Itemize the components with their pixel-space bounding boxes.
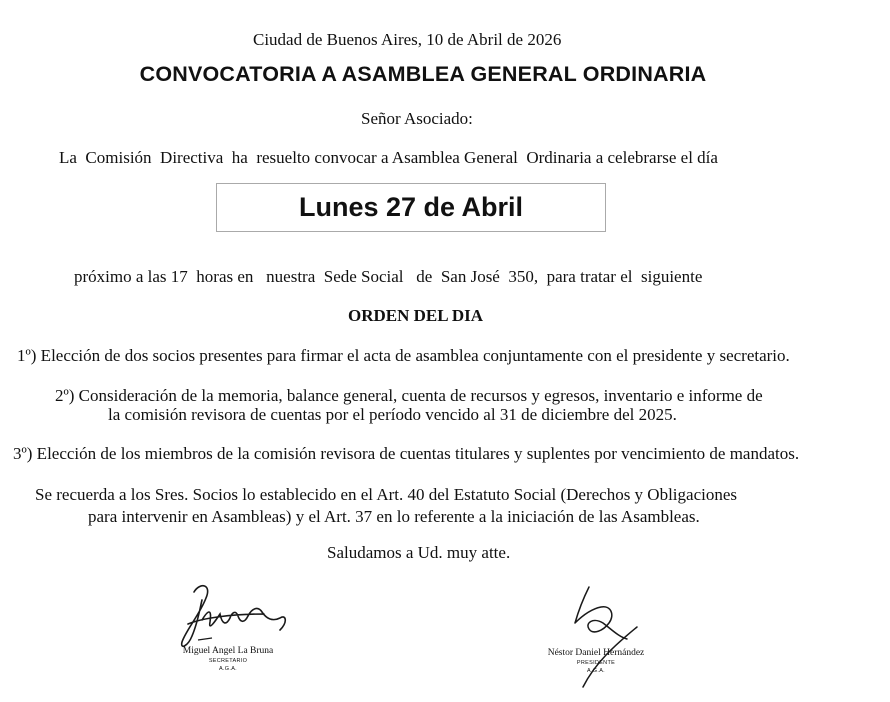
- signature-left-role: SECRETARIO: [208, 658, 248, 664]
- signature-right-role: PRESIDENTE: [576, 660, 616, 666]
- intro-text: La Comisión Directiva ha resuelto convocar a Asamblea General Ordinaria a celebrarse el día: [59, 148, 718, 167]
- agenda-item-2-line-1: 2º) Consideración de la memoria, balance general, cuenta de recursos y egresos, inventario e informe de: [55, 386, 763, 405]
- closing: Saludamos a Ud. muy atte.: [327, 543, 511, 562]
- agenda-item-2-line-2: la comisión revisora de cuentas por el período vencido al 31 de diciembre del 2025.: [108, 405, 677, 424]
- agenda-item-3: 3º) Elección de los miembros de la comisión revisora de cuentas titulares y suplentes por vencimiento de mandatos.: [13, 444, 800, 463]
- details-text: próximo a las 17 horas en nuestra Sede Social de San José 350, para tratar el siguiente: [74, 267, 703, 286]
- agenda-item-1: 1º) Elección de dos socios presentes para firmar el acta de asamblea conjuntamente con el presidente y secretario.: [17, 346, 790, 365]
- greeting: Señor Asociado:: [361, 109, 473, 128]
- meeting-date-box: [216, 183, 606, 232]
- signature-left-name: Miguel Angel La Bruna: [182, 646, 274, 656]
- meeting-date: Lunes 27 de Abril: [298, 192, 524, 222]
- reminder-line-1: Se recuerda a los Sres. Socios lo establecido en el Art. 40 del Estatuto Social (Derechos y Obligaciones: [35, 485, 738, 504]
- reminder-line-2: para intervenir en Asambleas) y el Art. 37 en lo referente a la iniciación de las Asambleas.: [88, 507, 700, 526]
- page-title: CONVOCATORIA A ASAMBLEA GENERAL ORDINARIA: [139, 62, 707, 86]
- signature-right-name: Néstor Daniel Hernández: [547, 648, 645, 658]
- signature-left-org: A.G.A.: [219, 666, 237, 672]
- signature-right-org: A.G.A.: [587, 668, 605, 674]
- agenda-heading: ORDEN DEL DIA: [348, 306, 484, 325]
- signature-right-graphic: [545, 583, 655, 693]
- place-date: Ciudad de Buenos Aires, 10 de Abril de 2026: [253, 30, 562, 49]
